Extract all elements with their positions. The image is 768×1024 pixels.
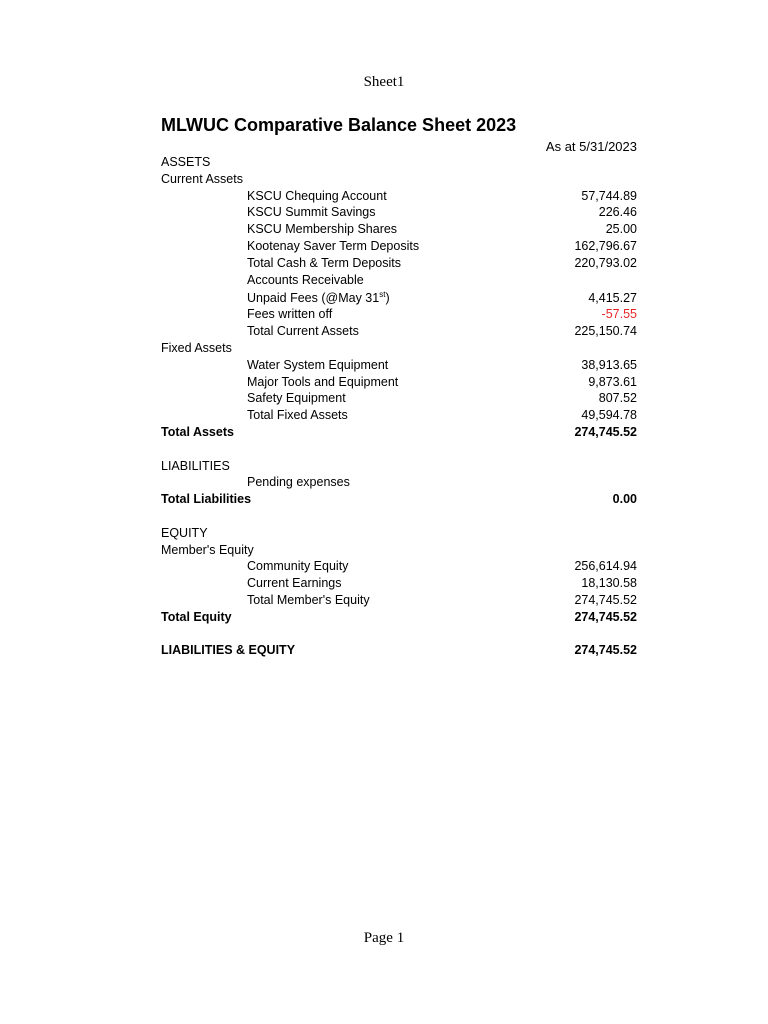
row-amount: 274,745.52 <box>574 424 637 439</box>
table-row <box>161 592 637 609</box>
row-amount: 18,130.58 <box>581 576 637 591</box>
row-label: Total Current Assets <box>247 324 359 339</box>
row-label: LIABILITIES & EQUITY <box>161 643 296 658</box>
row-label: Major Tools and Equipment <box>247 374 399 389</box>
section-heading: EQUITY <box>161 525 208 540</box>
row-label: Total Member's Equity <box>247 592 370 607</box>
table-row <box>161 390 637 407</box>
row-label: Current Earnings <box>247 576 342 591</box>
row-amount: 225,150.74 <box>574 324 637 339</box>
fixed-assets-heading-row <box>161 340 637 357</box>
subsection-heading: Member's Equity <box>161 542 254 557</box>
total-liabilities-row <box>161 491 637 508</box>
table-row <box>161 474 637 491</box>
row-label: Pending expenses <box>247 475 350 490</box>
row-label: Kootenay Saver Term Deposits <box>247 238 420 253</box>
row-amount: 220,793.02 <box>574 255 637 270</box>
row-amount: 57,744.89 <box>581 188 637 203</box>
spacer-row <box>161 508 637 525</box>
row-amount: 9,873.61 <box>588 374 637 389</box>
members-equity-heading-row <box>161 542 637 559</box>
subsection-heading: Fixed Assets <box>161 340 232 355</box>
total-equity-row <box>161 609 637 626</box>
row-label: Community Equity <box>247 559 349 574</box>
row-amount: 274,745.52 <box>574 643 637 658</box>
table-row <box>161 238 637 255</box>
row-label: KSCU Summit Savings <box>247 205 376 220</box>
table-row <box>161 272 637 289</box>
negative-amount: -57.55 <box>601 307 637 322</box>
current-assets-heading-row <box>161 171 637 188</box>
table-row <box>161 357 637 374</box>
table-row <box>161 255 637 272</box>
row-amount: 274,745.52 <box>574 592 637 607</box>
row-label: Total Equity <box>161 609 232 624</box>
row-label: Total Cash & Term Deposits <box>247 255 401 270</box>
balance-sheet-table <box>161 154 637 659</box>
unpaid-fees-label-end: ) <box>385 291 390 306</box>
row-amount: 256,614.94 <box>574 559 637 574</box>
row-amount: 25.00 <box>605 222 637 237</box>
table-row <box>161 323 637 340</box>
row-amount: 38,913.65 <box>581 357 637 372</box>
row-amount: 226.46 <box>598 205 637 220</box>
row-label: Total Liabilities <box>161 492 252 507</box>
row-label <box>247 288 390 308</box>
sheet-title: MLWUC Comparative Balance Sheet 2023 <box>161 115 517 135</box>
table-row <box>161 306 637 323</box>
ordinal-suffix: st <box>379 290 386 300</box>
section-heading: LIABILITIES <box>161 458 230 473</box>
section-heading: ASSETS <box>161 155 211 169</box>
table-row <box>161 575 637 592</box>
row-label: Total Fixed Assets <box>247 408 348 423</box>
assets-heading-row <box>161 154 637 171</box>
row-amount: 0.00 <box>612 492 637 507</box>
row-label: Safety Equipment <box>247 391 346 406</box>
date-label: As at 5/31/2023 <box>545 139 637 154</box>
row-amount: 49,594.78 <box>581 408 637 423</box>
total-assets-row <box>161 424 637 441</box>
spacer-row <box>161 626 637 643</box>
row-label: KSCU Chequing Account <box>247 188 387 203</box>
table-row <box>161 407 637 424</box>
table-row <box>161 204 637 221</box>
equity-heading-row <box>161 525 637 542</box>
unpaid-fees-label: Unpaid Fees (@May 31 <box>247 291 380 306</box>
table-row <box>161 188 637 205</box>
row-label: Total Assets <box>161 424 234 439</box>
subsection-heading: Current Assets <box>161 171 243 186</box>
table-row <box>161 558 637 575</box>
row-label: Accounts Receivable <box>247 272 364 287</box>
liabilities-heading-row <box>161 458 637 475</box>
row-amount: 807.52 <box>598 391 637 406</box>
row-amount: 274,745.52 <box>574 609 637 624</box>
table-row <box>161 221 637 238</box>
row-amount: 162,796.67 <box>574 238 637 253</box>
liabilities-equity-total-row <box>161 642 637 659</box>
table-row <box>161 288 637 306</box>
page-footer: Page 1 <box>363 930 405 946</box>
page-header: Sheet1 <box>363 74 405 90</box>
table-row <box>161 374 637 391</box>
row-amount: 4,415.27 <box>588 291 637 306</box>
row-label: KSCU Membership Shares <box>247 222 398 237</box>
row-label: Water System Equipment <box>247 357 389 372</box>
row-label: Fees written off <box>247 307 333 322</box>
spacer-row <box>161 441 637 458</box>
